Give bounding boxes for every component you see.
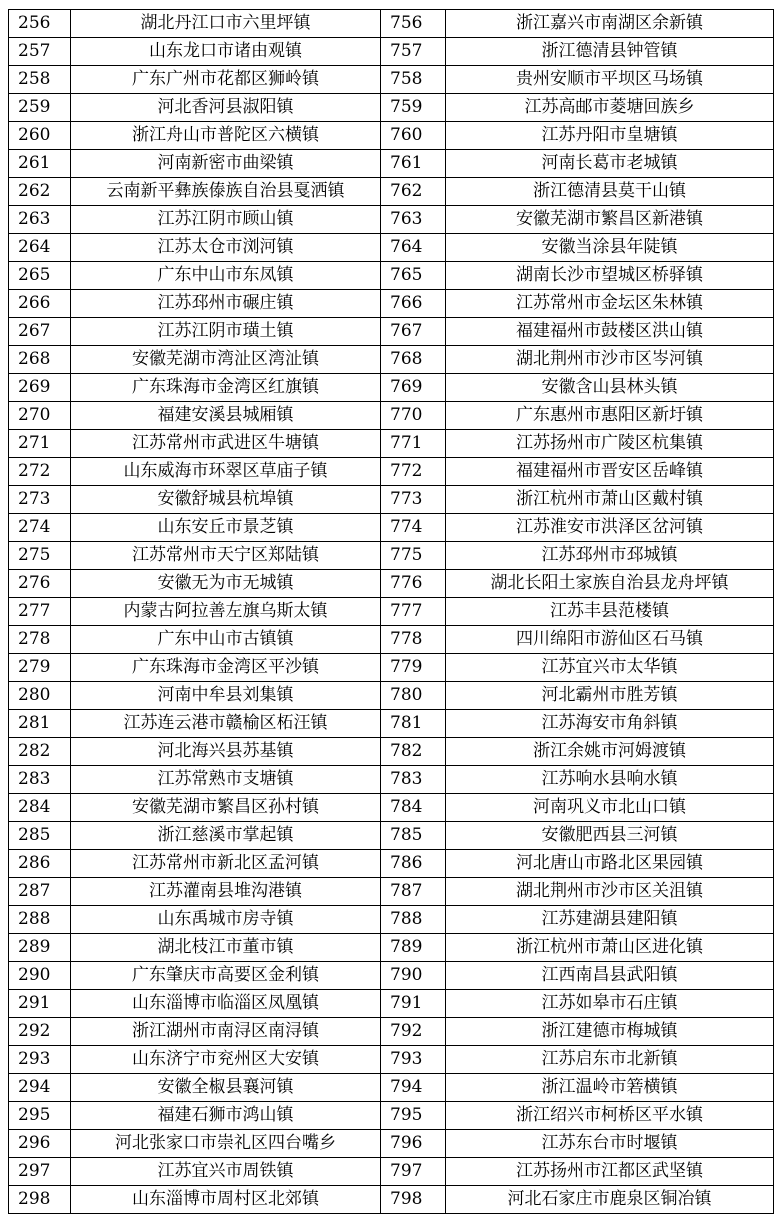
- table-row: [9, 178, 774, 206]
- table-row: [9, 878, 774, 906]
- rank-right: 778: [381, 626, 446, 654]
- town-right: 河北霸州市胜芳镇: [446, 682, 774, 710]
- table-row: [9, 962, 774, 990]
- table-row: [9, 570, 774, 598]
- town-right: 江苏如皋市石庄镇: [446, 990, 774, 1018]
- town-left: 山东安丘市景芝镇: [71, 514, 381, 542]
- rank-right: 759: [381, 94, 446, 122]
- rank-right: 777: [381, 598, 446, 626]
- town-right: 江西南昌县武阳镇: [446, 962, 774, 990]
- rank-left: 256: [9, 10, 71, 38]
- town-right: 江苏扬州市广陵区杭集镇: [446, 430, 774, 458]
- rank-right: 796: [381, 1130, 446, 1158]
- town-left: 江苏江阴市顾山镇: [71, 206, 381, 234]
- rank-left: 265: [9, 262, 71, 290]
- table-row: [9, 906, 774, 934]
- rank-right: 773: [381, 486, 446, 514]
- rank-right: 765: [381, 262, 446, 290]
- rank-left: 284: [9, 794, 71, 822]
- rank-left: 263: [9, 206, 71, 234]
- town-right: 湖北荆州市沙市区岑河镇: [446, 346, 774, 374]
- table-row: [9, 430, 774, 458]
- table-row: [9, 766, 774, 794]
- table-row: [9, 626, 774, 654]
- table-row: [9, 794, 774, 822]
- table-row: [9, 38, 774, 66]
- town-left: 广东肇庆市高要区金利镇: [71, 962, 381, 990]
- town-right: 江苏高邮市菱塘回族乡: [446, 94, 774, 122]
- rank-right: 789: [381, 934, 446, 962]
- rank-left: 281: [9, 710, 71, 738]
- town-left: 河北张家口市崇礼区四台嘴乡: [71, 1130, 381, 1158]
- rank-right: 783: [381, 766, 446, 794]
- table-row: [9, 262, 774, 290]
- rank-right: 766: [381, 290, 446, 318]
- town-right: 湖北长阳土家族自治县龙舟坪镇: [446, 570, 774, 598]
- town-right: 河南长葛市老城镇: [446, 150, 774, 178]
- rank-right: 782: [381, 738, 446, 766]
- town-left: 河南中牟县刘集镇: [71, 682, 381, 710]
- table-row: [9, 206, 774, 234]
- rank-left: 276: [9, 570, 71, 598]
- table-row: [9, 1074, 774, 1102]
- rank-right: 779: [381, 654, 446, 682]
- rank-right: 760: [381, 122, 446, 150]
- table-row: [9, 346, 774, 374]
- rank-right: 784: [381, 794, 446, 822]
- rank-right: 757: [381, 38, 446, 66]
- rank-left: 280: [9, 682, 71, 710]
- table-row: [9, 122, 774, 150]
- town-right: 浙江余姚市河姆渡镇: [446, 738, 774, 766]
- town-right: 浙江绍兴市柯桥区平水镇: [446, 1102, 774, 1130]
- town-left: 云南新平彝族傣族自治县戛洒镇: [71, 178, 381, 206]
- town-left: 江苏常州市武进区牛塘镇: [71, 430, 381, 458]
- town-left: 江苏连云港市赣榆区柘汪镇: [71, 710, 381, 738]
- table-row: [9, 598, 774, 626]
- town-left: 山东龙口市诸由观镇: [71, 38, 381, 66]
- town-right: 江苏丹阳市皇塘镇: [446, 122, 774, 150]
- rank-left: 279: [9, 654, 71, 682]
- rank-left: 264: [9, 234, 71, 262]
- town-left: 江苏江阴市璜土镇: [71, 318, 381, 346]
- table-row: [9, 94, 774, 122]
- table-row: [9, 682, 774, 710]
- table-row: [9, 822, 774, 850]
- rank-left: 288: [9, 906, 71, 934]
- table-row: [9, 234, 774, 262]
- table-row: [9, 738, 774, 766]
- rank-right: 768: [381, 346, 446, 374]
- table-row: [9, 542, 774, 570]
- rank-left: 289: [9, 934, 71, 962]
- town-right: 江苏响水县响水镇: [446, 766, 774, 794]
- rank-left: 282: [9, 738, 71, 766]
- town-left: 安徽全椒县襄河镇: [71, 1074, 381, 1102]
- rank-right: 769: [381, 374, 446, 402]
- rank-left: 272: [9, 458, 71, 486]
- rank-left: 266: [9, 290, 71, 318]
- town-right: 浙江杭州市萧山区进化镇: [446, 934, 774, 962]
- town-right: 四川绵阳市游仙区石马镇: [446, 626, 774, 654]
- town-right: 福建福州市鼓楼区洪山镇: [446, 318, 774, 346]
- town-left: 江苏常州市新北区孟河镇: [71, 850, 381, 878]
- rank-right: 792: [381, 1018, 446, 1046]
- town-left: 山东禹城市房寺镇: [71, 906, 381, 934]
- rank-left: 261: [9, 150, 71, 178]
- town-right: 浙江德清县钟管镇: [446, 38, 774, 66]
- table-row: [9, 1158, 774, 1186]
- town-left: 江苏宜兴市周铁镇: [71, 1158, 381, 1186]
- table-row: [9, 1130, 774, 1158]
- rank-right: 795: [381, 1102, 446, 1130]
- town-right: 江苏建湖县建阳镇: [446, 906, 774, 934]
- table-row: [9, 150, 774, 178]
- town-left: 广东珠海市金湾区红旗镇: [71, 374, 381, 402]
- town-right: 广东惠州市惠阳区新圩镇: [446, 402, 774, 430]
- rank-right: 794: [381, 1074, 446, 1102]
- table-row: [9, 710, 774, 738]
- rank-right: 797: [381, 1158, 446, 1186]
- town-right: 安徽肥西县三河镇: [446, 822, 774, 850]
- rank-right: 780: [381, 682, 446, 710]
- rank-right: 781: [381, 710, 446, 738]
- town-right: 安徽芜湖市繁昌区新港镇: [446, 206, 774, 234]
- rank-right: 756: [381, 10, 446, 38]
- table-row: [9, 402, 774, 430]
- rank-right: 793: [381, 1046, 446, 1074]
- town-right: 江苏宜兴市太华镇: [446, 654, 774, 682]
- town-left: 江苏邳州市碾庄镇: [71, 290, 381, 318]
- rank-left: 297: [9, 1158, 71, 1186]
- rank-left: 292: [9, 1018, 71, 1046]
- town-right: 浙江嘉兴市南湖区余新镇: [446, 10, 774, 38]
- table-row: [9, 850, 774, 878]
- town-left: 广东广州市花都区狮岭镇: [71, 66, 381, 94]
- rank-right: 761: [381, 150, 446, 178]
- town-left: 湖北枝江市董市镇: [71, 934, 381, 962]
- town-left: 江苏太仓市浏河镇: [71, 234, 381, 262]
- table-row: [9, 374, 774, 402]
- table-row: [9, 1018, 774, 1046]
- rank-left: 298: [9, 1186, 71, 1214]
- rank-left: 287: [9, 878, 71, 906]
- rank-left: 273: [9, 486, 71, 514]
- town-right: 河北石家庄市鹿泉区铜冶镇: [446, 1186, 774, 1214]
- town-left: 浙江舟山市普陀区六横镇: [71, 122, 381, 150]
- town-right: 湖北荆州市沙市区关沮镇: [446, 878, 774, 906]
- town-left: 广东珠海市金湾区平沙镇: [71, 654, 381, 682]
- rank-right: 758: [381, 66, 446, 94]
- town-left: 福建安溪县城厢镇: [71, 402, 381, 430]
- table-row: [9, 990, 774, 1018]
- rank-right: 786: [381, 850, 446, 878]
- town-left: 河北香河县淑阳镇: [71, 94, 381, 122]
- rank-left: 294: [9, 1074, 71, 1102]
- town-right: 湖南长沙市望城区桥驿镇: [446, 262, 774, 290]
- rank-left: 259: [9, 94, 71, 122]
- town-right: 江苏海安市角斜镇: [446, 710, 774, 738]
- rank-right: 787: [381, 878, 446, 906]
- town-left: 河北海兴县苏基镇: [71, 738, 381, 766]
- table-row: [9, 1186, 774, 1214]
- table-row: [9, 1046, 774, 1074]
- rank-left: 277: [9, 598, 71, 626]
- town-left: 广东中山市东凤镇: [71, 262, 381, 290]
- rank-right: 788: [381, 906, 446, 934]
- table-row: [9, 514, 774, 542]
- rank-left: 271: [9, 430, 71, 458]
- town-left: 安徽芜湖市繁昌区孙村镇: [71, 794, 381, 822]
- town-right: 江苏邳州市邳城镇: [446, 542, 774, 570]
- rank-left: 275: [9, 542, 71, 570]
- rank-left: 278: [9, 626, 71, 654]
- rank-left: 269: [9, 374, 71, 402]
- town-left: 福建石狮市鸿山镇: [71, 1102, 381, 1130]
- table-row: [9, 486, 774, 514]
- town-left: 广东中山市古镇镇: [71, 626, 381, 654]
- rank-right: 791: [381, 990, 446, 1018]
- rank-right: 770: [381, 402, 446, 430]
- town-left: 内蒙古阿拉善左旗乌斯太镇: [71, 598, 381, 626]
- town-right: 福建福州市晋安区岳峰镇: [446, 458, 774, 486]
- town-left: 浙江慈溪市掌起镇: [71, 822, 381, 850]
- town-right: 安徽当涂县年陡镇: [446, 234, 774, 262]
- town-right: 江苏东台市时堰镇: [446, 1130, 774, 1158]
- rank-right: 772: [381, 458, 446, 486]
- town-right: 江苏淮安市洪泽区岔河镇: [446, 514, 774, 542]
- table-row: [9, 10, 774, 38]
- town-right: 河北唐山市路北区果园镇: [446, 850, 774, 878]
- table-row: [9, 1102, 774, 1130]
- rank-left: 260: [9, 122, 71, 150]
- rank-left: 291: [9, 990, 71, 1018]
- rank-left: 267: [9, 318, 71, 346]
- town-left: 山东威海市环翠区草庙子镇: [71, 458, 381, 486]
- rank-left: 270: [9, 402, 71, 430]
- town-right: 浙江德清县莫干山镇: [446, 178, 774, 206]
- town-left: 山东济宁市兖州区大安镇: [71, 1046, 381, 1074]
- town-right: 贵州安顺市平坝区马场镇: [446, 66, 774, 94]
- rank-right: 785: [381, 822, 446, 850]
- table-row: [9, 290, 774, 318]
- town-right: 河南巩义市北山口镇: [446, 794, 774, 822]
- town-right: 江苏常州市金坛区朱林镇: [446, 290, 774, 318]
- town-right: 浙江建德市梅城镇: [446, 1018, 774, 1046]
- table-row: [9, 934, 774, 962]
- town-ranking-table: [8, 9, 774, 1214]
- town-left: 江苏常州市天宁区郑陆镇: [71, 542, 381, 570]
- town-left: 山东淄博市周村区北郊镇: [71, 1186, 381, 1214]
- rank-left: 268: [9, 346, 71, 374]
- rank-left: 285: [9, 822, 71, 850]
- table-body: [9, 10, 774, 1214]
- rank-left: 290: [9, 962, 71, 990]
- town-right: 浙江温岭市箬横镇: [446, 1074, 774, 1102]
- table-row: [9, 458, 774, 486]
- rank-right: 762: [381, 178, 446, 206]
- rank-right: 798: [381, 1186, 446, 1214]
- town-left: 安徽无为市无城镇: [71, 570, 381, 598]
- table-row: [9, 66, 774, 94]
- rank-left: 257: [9, 38, 71, 66]
- rank-right: 774: [381, 514, 446, 542]
- rank-left: 258: [9, 66, 71, 94]
- rank-right: 790: [381, 962, 446, 990]
- town-left: 江苏常熟市支塘镇: [71, 766, 381, 794]
- rank-left: 283: [9, 766, 71, 794]
- rank-left: 274: [9, 514, 71, 542]
- rank-right: 776: [381, 570, 446, 598]
- rank-left: 293: [9, 1046, 71, 1074]
- rank-right: 764: [381, 234, 446, 262]
- rank-right: 763: [381, 206, 446, 234]
- rank-right: 771: [381, 430, 446, 458]
- town-left: 安徽舒城县杭埠镇: [71, 486, 381, 514]
- town-left: 安徽芜湖市湾沚区湾沚镇: [71, 346, 381, 374]
- rank-right: 775: [381, 542, 446, 570]
- town-right: 江苏扬州市江都区武坚镇: [446, 1158, 774, 1186]
- town-right: 江苏启东市北新镇: [446, 1046, 774, 1074]
- table-row: [9, 654, 774, 682]
- rank-left: 286: [9, 850, 71, 878]
- rank-left: 262: [9, 178, 71, 206]
- table-row: [9, 318, 774, 346]
- town-left: 湖北丹江口市六里坪镇: [71, 10, 381, 38]
- town-right: 安徽含山县林头镇: [446, 374, 774, 402]
- town-right: 江苏丰县范楼镇: [446, 598, 774, 626]
- town-left: 浙江湖州市南浔区南浔镇: [71, 1018, 381, 1046]
- rank-left: 295: [9, 1102, 71, 1130]
- town-left: 山东淄博市临淄区凤凰镇: [71, 990, 381, 1018]
- rank-left: 296: [9, 1130, 71, 1158]
- town-left: 江苏灌南县堆沟港镇: [71, 878, 381, 906]
- rank-right: 767: [381, 318, 446, 346]
- town-right: 浙江杭州市萧山区戴村镇: [446, 486, 774, 514]
- town-left: 河南新密市曲梁镇: [71, 150, 381, 178]
